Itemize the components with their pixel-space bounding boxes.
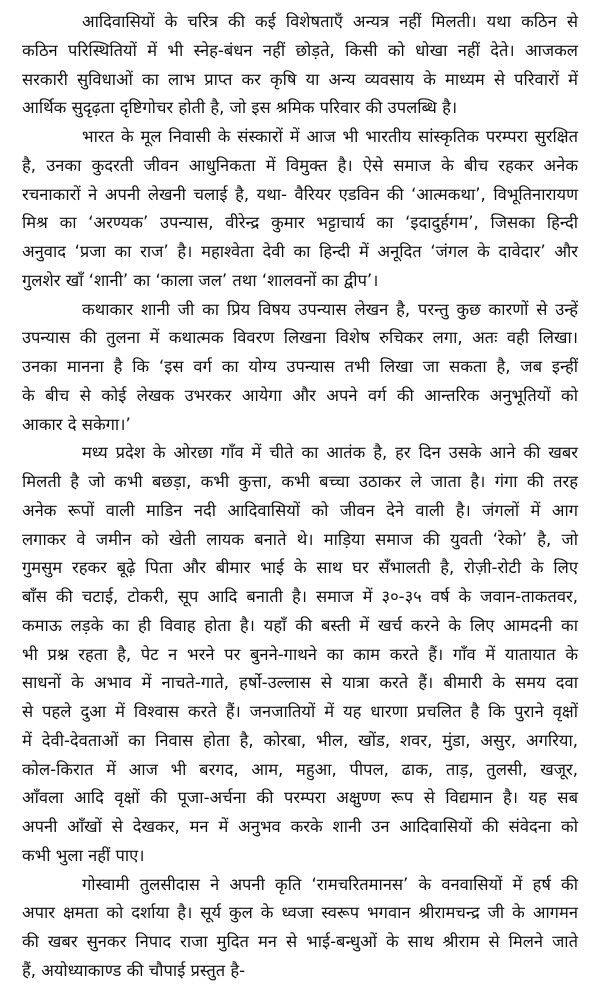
text-line: आकार दे सकेगा।’ <box>22 414 131 434</box>
text-line: कभी भुला नहीं पाए। <box>22 845 145 865</box>
text-line: भी प्रश्न रहता है, पेट न भरने पर बुनने-गाथने का काम करते हैं। गाँव में यातायात के <box>22 644 578 664</box>
text-line: में देवी-देवताओं का निवास होता है, कोरबा, भील, खोंड, शवर, मुंडा, असुर, अगरिया, <box>22 730 578 750</box>
paragraph <box>22 8 578 123</box>
text-line: अनुवाद ‘प्रजा का राज’ है। महाश्वेता देवी का हिन्दी में अनूदित ‘जंगल के दावेदार’ और <box>22 242 578 261</box>
text-line: आदिवासियों के चरित्र की कई विशेषताएँ अन्यत्र नहीं मिलती। यथा कठिन से <box>82 12 578 31</box>
text-line: के बीच से कोई लेखक उभरकर आयेगा और अपने वर्ग की आन्तरिक अनुभूतियों को <box>22 385 578 405</box>
text-line: उनका मानना है कि ‘इस वर्ग का योग्य उपन्यास तभी लिखा जा सकता है, जब इन्हीं <box>22 357 578 376</box>
text-line: आर्थिक सुदृढ़ता दृष्टिगोचर होती है, जो इस श्रमिक परिवार की उपलब्धि है। <box>22 98 458 118</box>
text-line: मिलती है जो कभी बछड़ा, कभी कुत्ता, कभी बच्चा उठाकर ले जाता है। गंगा की तरह <box>22 472 578 491</box>
text-line: गुमसुम रहकर बूढ़े पिता और बीमार भाई के साथ घर सँभालती है, रोज़ी-रोटी के लिए <box>22 558 578 578</box>
text-line: गोस्वामी तुलसीदास ने अपनी कृति ‘रामचरितमानस’ के वनवासियों में हर्ष की <box>82 874 578 894</box>
document-page <box>22 8 578 986</box>
text-line: कमाऊ लड़के का ही विवाह होता है। यहाँ की बस्ती में खर्च करने के लिए आमदनी का <box>22 615 578 635</box>
text-line: लगाकर वे जमीन को खेती लायक बनाते थे। माड़िया समाज की युवती ‘रेको’ है, जो <box>22 529 578 549</box>
text-line: से पहले दुआ में विश्वास करते हैं। जनजातियों में यह धारणा प्रचलित है कि पुराने वृक्षों <box>22 702 578 721</box>
text-line: अपनी आँखों से देखकर, मन में अनुभव करके शानी उन आदिवासियों की संवेदना को <box>22 817 578 836</box>
paragraph <box>22 871 578 986</box>
text-line: साधनों के अभाव में नाचते-गाते, हर्षो-उल्लास से यात्रा करते हैं। बीमारी के समय दवा <box>22 673 578 693</box>
text-line: गुलशेर खाँ ‘शानी’ का ‘काला जल’ तथा ‘शालवनों का द्वीप’। <box>22 270 379 290</box>
text-line: आँवला आदि वृक्षों की पूजा-अर्चना की परम्परा अक्षुण्ण रूप से विद्यमान है। यह सब <box>22 788 578 808</box>
text-line: भारत के मूल निवासी के संस्कारों में आज भी भारतीय सांस्कृतिक परम्परा सुरक्षित <box>82 127 578 146</box>
text-line: बाँस की चटाई, टोकरी, सूप आदि बनाती है। समाज में ३०-३५ वर्ष के जवान-ताकतवर, <box>22 587 578 606</box>
paragraph <box>22 123 578 296</box>
text-line: अनेक रूपों वाली माडिन नदी आदिवासियों को जीवन देने वाली है। जंगलों में आग <box>22 500 578 520</box>
text-line: की खबर सुनकर निपाद राजा मुदित मन से भाई-बन्धुओं के साथ श्रीराम से मिलने जाते <box>22 932 578 951</box>
paragraph <box>22 296 578 440</box>
text-line: उपन्यास की तुलना में कथात्मक विवरण लिखना विशेष रुचिकर लगा, अतः वही लिखा। <box>22 328 578 348</box>
text-line: मध्य प्रदेश के ओरछा गाँव में चीते का आतंक है, हर दिन उसके आने की खबर <box>82 443 578 463</box>
text-line: अपार क्षमता को दर्शाया है। सूर्य कुल के ध्वजा स्वरूप भगवान श्रीरामचन्द्र जी के आगमन <box>22 903 578 923</box>
paragraph <box>22 439 578 870</box>
text-line: कठिन परिस्थितियों में भी स्नेह-बंधन नहीं छोड़ते, किसी को धोखा नहीं देते। आजकल <box>22 40 578 60</box>
text-line: मिश्र का ‘अरण्यक’ उपन्यास, वीरेन्द्र कुमार भट्टाचार्य का ‘इदादुर्हगम’, जिसका हिन्दी <box>22 213 578 233</box>
text-line: रचनाकारों ने अपनी लेखनी चलाई है, यथा- वैरियर एडविन की ‘आत्मकथा’, विभूतिनारायण <box>22 184 578 204</box>
text-line: कथाकार शानी जी का प्रिय विषय उपन्यास लेखन है, परन्तु कुछ कारणों से उन्हें <box>82 299 578 319</box>
text-line: है, उनका कुदरती जीवन आधुनिकता में विमुक्त है। ऐसे समाज के बीच रहकर अनेक <box>22 155 578 175</box>
text-line: सरकारी सुविधाओं का लाभ प्राप्त कर कृषि या अन्य व्यवसाय के माध्यम से परिवारों में <box>22 69 578 89</box>
text-line: हैं, अयोध्याकाण्ड की चौपाई प्रस्तुत है- <box>22 960 246 980</box>
text-line: कोल-किरात में आज भी बरगद, आम, महुआ, पीपल, ढाक, ताड़, तुलसी, खजूर, <box>22 759 578 779</box>
